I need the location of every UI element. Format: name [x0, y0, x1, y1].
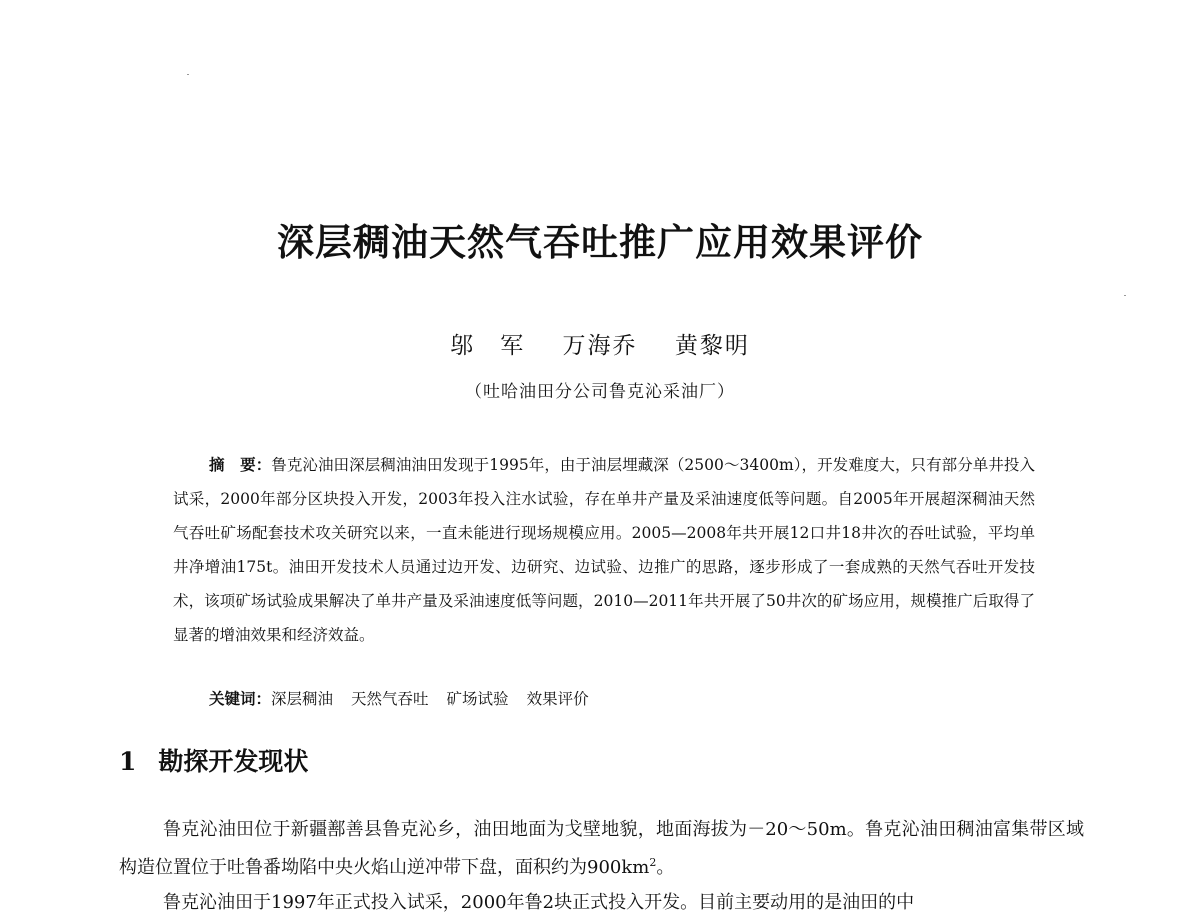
abstract-text: 鲁克沁油田深层稠油油田发现于1995年，由于油层埋藏深（2500～3400m），开发难度大，只有部分单井投入试采，2000年部分区块投入开发，2003年投入注水试验，存在单井产量及采油速度低等问题。自2005年开展超深稠油天然气吞吐矿场配套技术攻关研究以来，一直未能进行现场规模应用。2005—2008年共开展12口井18井次的吞吐试验，平均单井净增油175t。油田开发技术人员通过边开发、边研究、边试验、边推广的思路，逐步形成了一套成熟的天然气吞吐开发技术，该项矿场试验成果解决了单井产量及采油速度低等问题，2010—2011年共开展了50井次的矿场应用，规模推广后取得了显著的增油效果和经济效益。 [173, 456, 1035, 644]
keywords-label: 关键词： [209, 690, 272, 708]
keyword: 效果评价 [526, 690, 589, 708]
keywords [209, 682, 607, 716]
section-heading [119, 742, 308, 778]
keyword: 天然气吞吐 [351, 690, 429, 708]
author-affiliation: （吐哈油田分公司鲁克沁采油厂） [465, 382, 735, 402]
paragraph-text: 鲁克沁油田位于新疆鄯善县鲁克沁乡，油田地面为戈壁地貌，地面海拔为－20～50m。鲁克沁油田稠油富集带区域构造位置位于吐鲁番坳陷中央火焰山逆冲带下盘，面积约为900km [119, 819, 1084, 878]
keyword: 矿场试验 [446, 690, 509, 708]
abstract-label: 摘 要： [209, 456, 272, 474]
body-paragraph: 鲁克沁油田于1997年正式投入试采，2000年鲁2块正式投入开发。目前主要动用的是油田的中 [163, 892, 915, 913]
author-name: 邬 军 [450, 333, 526, 359]
scan-speck [1124, 295, 1126, 296]
abstract [173, 448, 1035, 652]
section-title: 勘探开发现状 [158, 747, 309, 776]
author-list [0, 327, 1200, 360]
author-name: 万海乔 [562, 333, 638, 359]
scan-speck [187, 74, 189, 75]
section-number: 1 [119, 747, 137, 776]
author-name: 黄黎明 [674, 333, 750, 359]
body-paragraph [119, 813, 1084, 884]
keyword: 深层稠油 [271, 690, 334, 708]
paragraph-end: 。 [656, 857, 675, 878]
paper-title: 深层稠油天然气吞吐推广应用效果评价 [277, 221, 923, 264]
superscript: 2 [649, 856, 657, 869]
